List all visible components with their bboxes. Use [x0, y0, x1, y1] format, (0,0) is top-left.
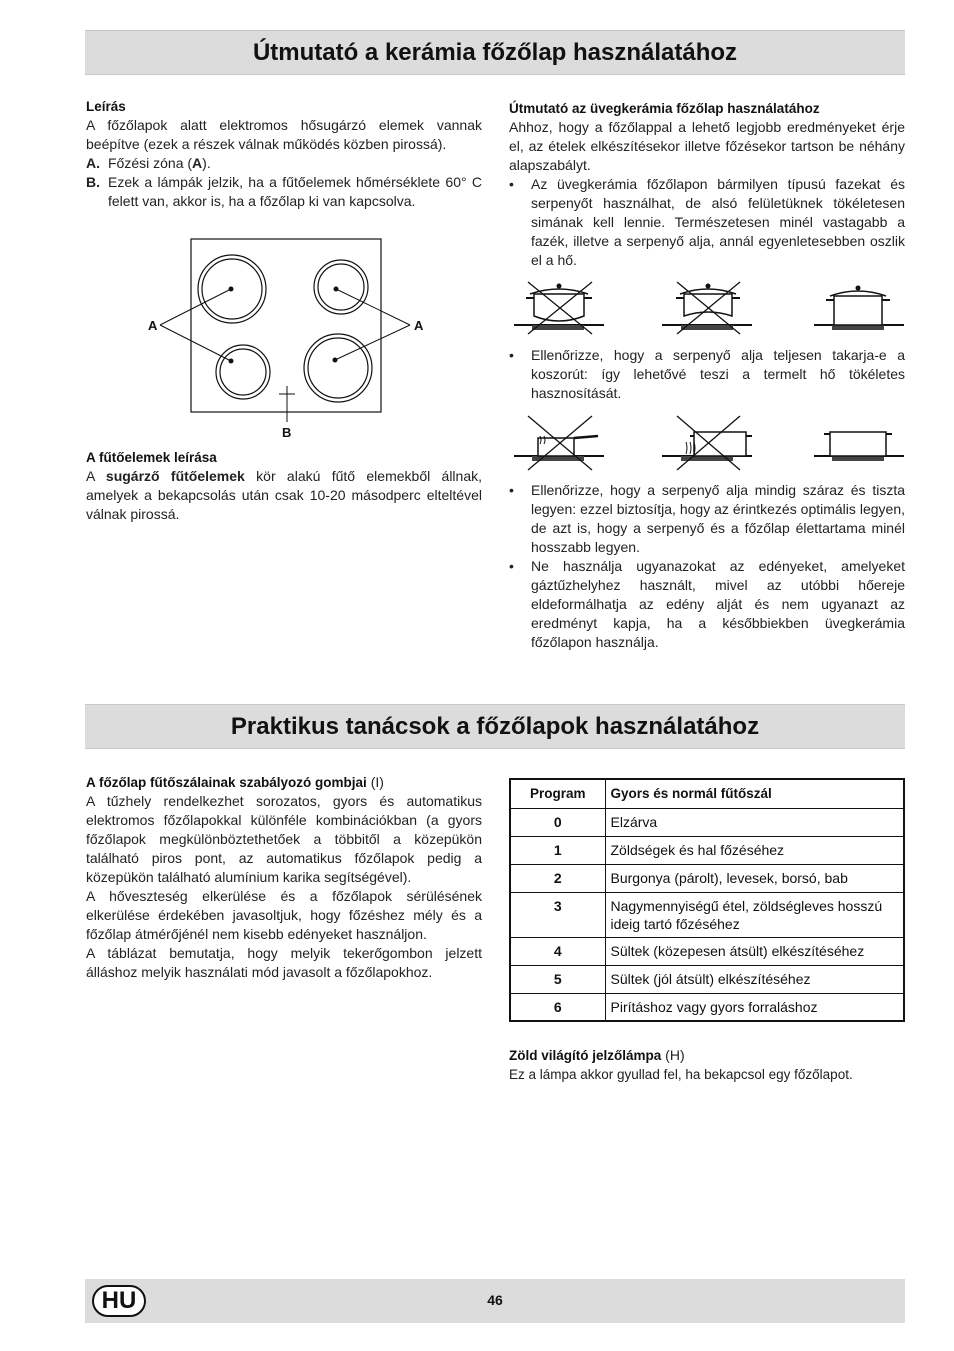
leiras-item-b — [86, 173, 482, 211]
page-footer — [85, 1279, 905, 1323]
hob-diagram — [140, 236, 430, 446]
gombok-heading: A főzőlap fűtőszálainak szabályozó gombjai — [86, 775, 367, 790]
pot-too-small-wet-icon — [514, 416, 604, 470]
futoelemek-pre: A — [86, 468, 95, 484]
language-badge: HU — [92, 1285, 146, 1317]
futoelemek-block — [86, 448, 482, 524]
uvegkeramia-intro: Ahhoz, hogy a főzőlappal a lehető legjobb eredményeket érje el, az ételek elkészítésekor illetve főzésekor tartson be néhány alapszabályt. — [509, 119, 905, 173]
gombok-body: A tűzhely rendelkezhet sorozatos, gyors és automatikus elektromos főzőlapokkal különféle kombinációkban (a gyors főzőlapok megkülönböztethetőek a többitől a közepükön található piros pont, az automatikus főzőlapok pedig a közepükön található alumínium karika segítségével). A hőveszteség elkerülése és a főzőlapok sérülésének elkerülése érdekében javasoltjuk, hogy főzéshez mély és a főzőlap átmérőjénél nem kisebb edényeket használjon. A táblázat bemutatja, hogy melyik tekerőgombon jelzett álláshoz melyik használati mód javasolt a főzőlapokhoz. — [86, 793, 482, 980]
table-cell-description: Sültek (jól átsült) elkészítéséhez — [605, 965, 904, 993]
zold-lampa-block — [509, 1046, 905, 1084]
pot-flat-bottom-icon — [814, 286, 904, 331]
table-row — [510, 808, 904, 836]
table-cell-program: 0 — [510, 808, 605, 836]
table-row — [510, 937, 904, 965]
pots-flatness-illustration — [514, 280, 906, 338]
pot-correct-coverage-icon — [814, 432, 904, 461]
leiras-item-a — [86, 154, 482, 173]
table-cell-program: 4 — [510, 937, 605, 965]
table-cell-description: Burgonya (párolt), levesek, borsó, bab — [605, 864, 904, 892]
cooking-zone-bottom-right — [304, 334, 372, 402]
zold-heading: Zöld világító jelzőlámpa — [509, 1048, 662, 1063]
table-cell-program: 1 — [510, 836, 605, 864]
pot-uneven-bottom-icon — [514, 282, 604, 334]
bullet-2-block — [509, 346, 905, 403]
table-header-row — [510, 779, 904, 808]
gombok-heading-suffix: (I) — [370, 774, 384, 790]
bullet-1-text: Az üvegkerámia főzőlapon bármilyen típusú fazekat és serpenyőt használhat, de alsó felületüknek tökéletesen simának kell lennie. Természetesen minél vastagabb a fazék, illetve a serpenyő alja, annál egyenletesebben oszlik el a hő. — [531, 176, 905, 268]
leiras-item-a-pre: Főzési zóna ( — [108, 155, 193, 171]
bullet-1-block — [509, 175, 905, 270]
futoelemek-heading: A fűtőelemek leírása — [86, 450, 217, 465]
pots-coverage-illustration — [514, 414, 906, 472]
label-a-right: A — [414, 318, 424, 333]
pot-dirty-bottom-icon — [662, 416, 752, 470]
section-title-1: Útmutató a kerámia főzőlap használatához — [252, 39, 738, 66]
leiras-heading: Leírás — [86, 99, 126, 114]
futoelemek-bold: sugárző fűtőelemek — [105, 468, 245, 484]
table-cell-program: 5 — [510, 965, 605, 993]
leiras-block — [86, 97, 482, 211]
uvegkeramia-intro-block — [509, 99, 905, 175]
section-title-banner-1 — [85, 30, 905, 75]
table-cell-description: Nagymennyiségű étel, zöldségleves hosszú ideig tartó főzéséhez — [605, 892, 904, 937]
cooking-zone-bottom-left — [216, 345, 270, 399]
zold-body: Ez a lámpa akkor gyullad fel, ha bekapcsol egy főzőlapot. — [509, 1067, 853, 1082]
bullet-1: • Az üvegkerámia főzőlapon bármilyen típusú fazekat és serpenyőt használhat, de alsó felületüknek tökéletesen simának kell lennie. Természetesen minél vastagabb a fazék, illetve a serpenyő alja, annál egyenletesebben oszlik el a hő. — [509, 176, 905, 268]
table-cell-program: 2 — [510, 864, 605, 892]
bullet-3: • Ellenőrizze, hogy a serpenyő alja mindig száraz és tiszta legyen: ezzel biztosítja, hogy az érintkezés optimális legyen, de azt is, hogy a serpenyő és a főzőlap élettartama minél hosszabb legyen. — [509, 482, 905, 555]
leiras-body: A főzőlapok alatt elektromos hősugárzó elemek vannak beépítve (ezek a részek válnak működés közben pirossá). — [86, 117, 482, 152]
pot-warped-bottom-icon — [662, 282, 752, 334]
bullet-4-text: Ne használja ugyanazokat az edényeket, amelyeket gáztűzhelyhez használt, mivel az utóbbi hőereje eldeformálhatja az edény alját és nem ugyanazt az eredményt kapja, ha a későbbiekben üvegkerámia főzőlapon használja. — [531, 558, 905, 650]
table-row — [510, 864, 904, 892]
table-cell-description: Elzárva — [605, 808, 904, 836]
bullet-2: • Ellenőrizze, hogy a serpenyő alja teljesen takarja-e a koszorút: így lehetővé teszi a termelt hő tökéletes hasznosítását. — [509, 347, 905, 401]
gombok-block — [86, 773, 482, 982]
leiras-item-b-text: Ezek a lámpák jelzik, ha a fűtőelemek hőmérséklete 60° C felett van, akkor is, ha a főzőlap ki van kapcsolva. — [108, 174, 482, 209]
table-header-program: Program — [510, 779, 605, 808]
leiras-item-a-post: ). — [202, 155, 211, 171]
page-number: 46 — [487, 1292, 503, 1308]
label-a-left: A — [148, 318, 158, 333]
leiras-item-a-bold: A — [192, 155, 203, 171]
table-cell-description: Zöldségek és hal főzéséhez — [605, 836, 904, 864]
table-row — [510, 836, 904, 864]
table-cell-description: Sültek (közepesen átsült) elkészítéséhez — [605, 937, 904, 965]
leiras-item-a-key: A. — [86, 155, 100, 171]
table-cell-program: 3 — [510, 892, 605, 937]
table-row — [510, 892, 904, 937]
section-title-banner-2 — [85, 704, 905, 749]
label-b: B — [282, 425, 292, 440]
table-row — [510, 965, 904, 993]
zold-heading-suffix: (H) — [665, 1047, 685, 1063]
cooking-zone-top-right — [314, 260, 368, 314]
table-cell-description: Pirításhoz vagy gyors forraláshoz — [605, 993, 904, 1021]
leiras-item-b-key: B. — [86, 174, 100, 190]
table-cell-program: 6 — [510, 993, 605, 1021]
bullet-3-text: Ellenőrizze, hogy a serpenyő alja mindig száraz és tiszta legyen: ezzel biztosítja, hogy az érintkezés optimális legyen, de azt is, hogy a serpenyő és a főzőlap élettartama minél hosszabb legyen. — [531, 482, 905, 555]
bullet-4: • Ne használja ugyanazokat az edényeket, amelyeket gáztűzhelyhez használt, mivel az utóbbi hőereje eldeformálhatja az edény alját és nem ugyanazt az eredményt kapja, ha a későbbiekben üvegkerámia főzőlapon használja. — [509, 558, 905, 650]
uvegkeramia-heading: Útmutató az üvegkerámia főzőlap használatához — [509, 101, 820, 116]
section-title-2: Praktikus tanácsok a főzőlapok használatához — [230, 713, 760, 740]
futoelemek-post: kör alakú fűtő elemekből állnak, amelyek a bekapcsolás után csak 10-20 másodperc elteltével válnak pirossá. — [86, 468, 483, 522]
bullet-2-text: Ellenőrizze, hogy a serpenyő alja teljesen takarja-e a koszorút: így lehetővé teszi a termelt hő tökéletes hasznosítását. — [531, 347, 905, 401]
program-table — [509, 778, 905, 1022]
table-row — [510, 993, 904, 1021]
table-header-description: Gyors és normál fűtőszál — [605, 779, 904, 808]
bullet-3-4-block — [509, 481, 905, 652]
